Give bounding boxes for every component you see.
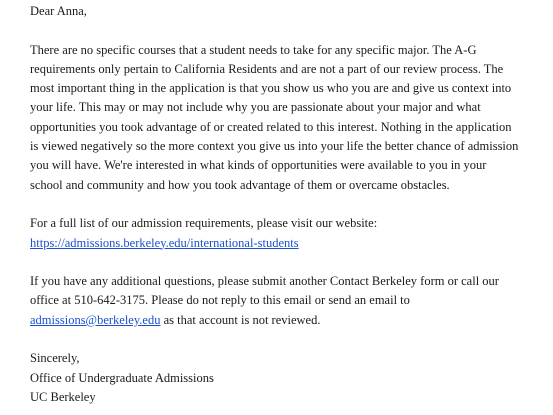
paragraph-line: your life. This may or may not include why you are passionate about your major and what [30, 100, 481, 115]
paragraph-line: If you have any additional questions, please submit another Contact Berkeley form or call our [30, 274, 499, 289]
paragraph-line: There are no specific courses that a student needs to take for any specific major. The A-G [30, 42, 477, 57]
paragraph-line: is viewed negatively so the more context you give us into your life the better chance of admission [30, 139, 519, 154]
email-link[interactable]: admissions@berkeley.edu [30, 312, 161, 327]
website-link[interactable]: https://admissions.berkeley.edu/international-students [30, 235, 299, 250]
line-wrapper [30, 234, 535, 253]
paragraph-line: requirements only pertain to California Residents and are not a part of our review process. The [30, 61, 504, 76]
paragraph-line: opportunities you took advantage of or created related to this interest. Nothing in the application [30, 119, 512, 134]
paragraph-line: most important thing in the application is that you show us who you are and give us context into [30, 81, 512, 96]
spacer [30, 330, 535, 349]
paragraph-line: you will have. We're interested in what kinds of opportunities were available to you in your [30, 158, 487, 173]
line-wrapper [30, 311, 535, 330]
paragraph-line: office at 510-642-3175. Please do not reply to this email or send an email to [30, 293, 410, 308]
email-link-suffix: as that account is not reviewed. [160, 312, 321, 327]
spacer [30, 21, 535, 40]
greeting: Dear Anna, [30, 4, 87, 18]
closing: Sincerely, [30, 351, 80, 366]
spacer [30, 195, 535, 214]
email-body [30, 0, 535, 407]
signature-office: Office of Undergraduate Admissions [30, 370, 214, 385]
signature-school: UC Berkeley [30, 389, 96, 404]
requirements-text: For a full list of our admission requirements, please visit our website: [30, 216, 378, 231]
spacer [30, 253, 535, 272]
paragraph-line: school and community and how you took advantage of them or overcame obstacles. [30, 177, 450, 192]
